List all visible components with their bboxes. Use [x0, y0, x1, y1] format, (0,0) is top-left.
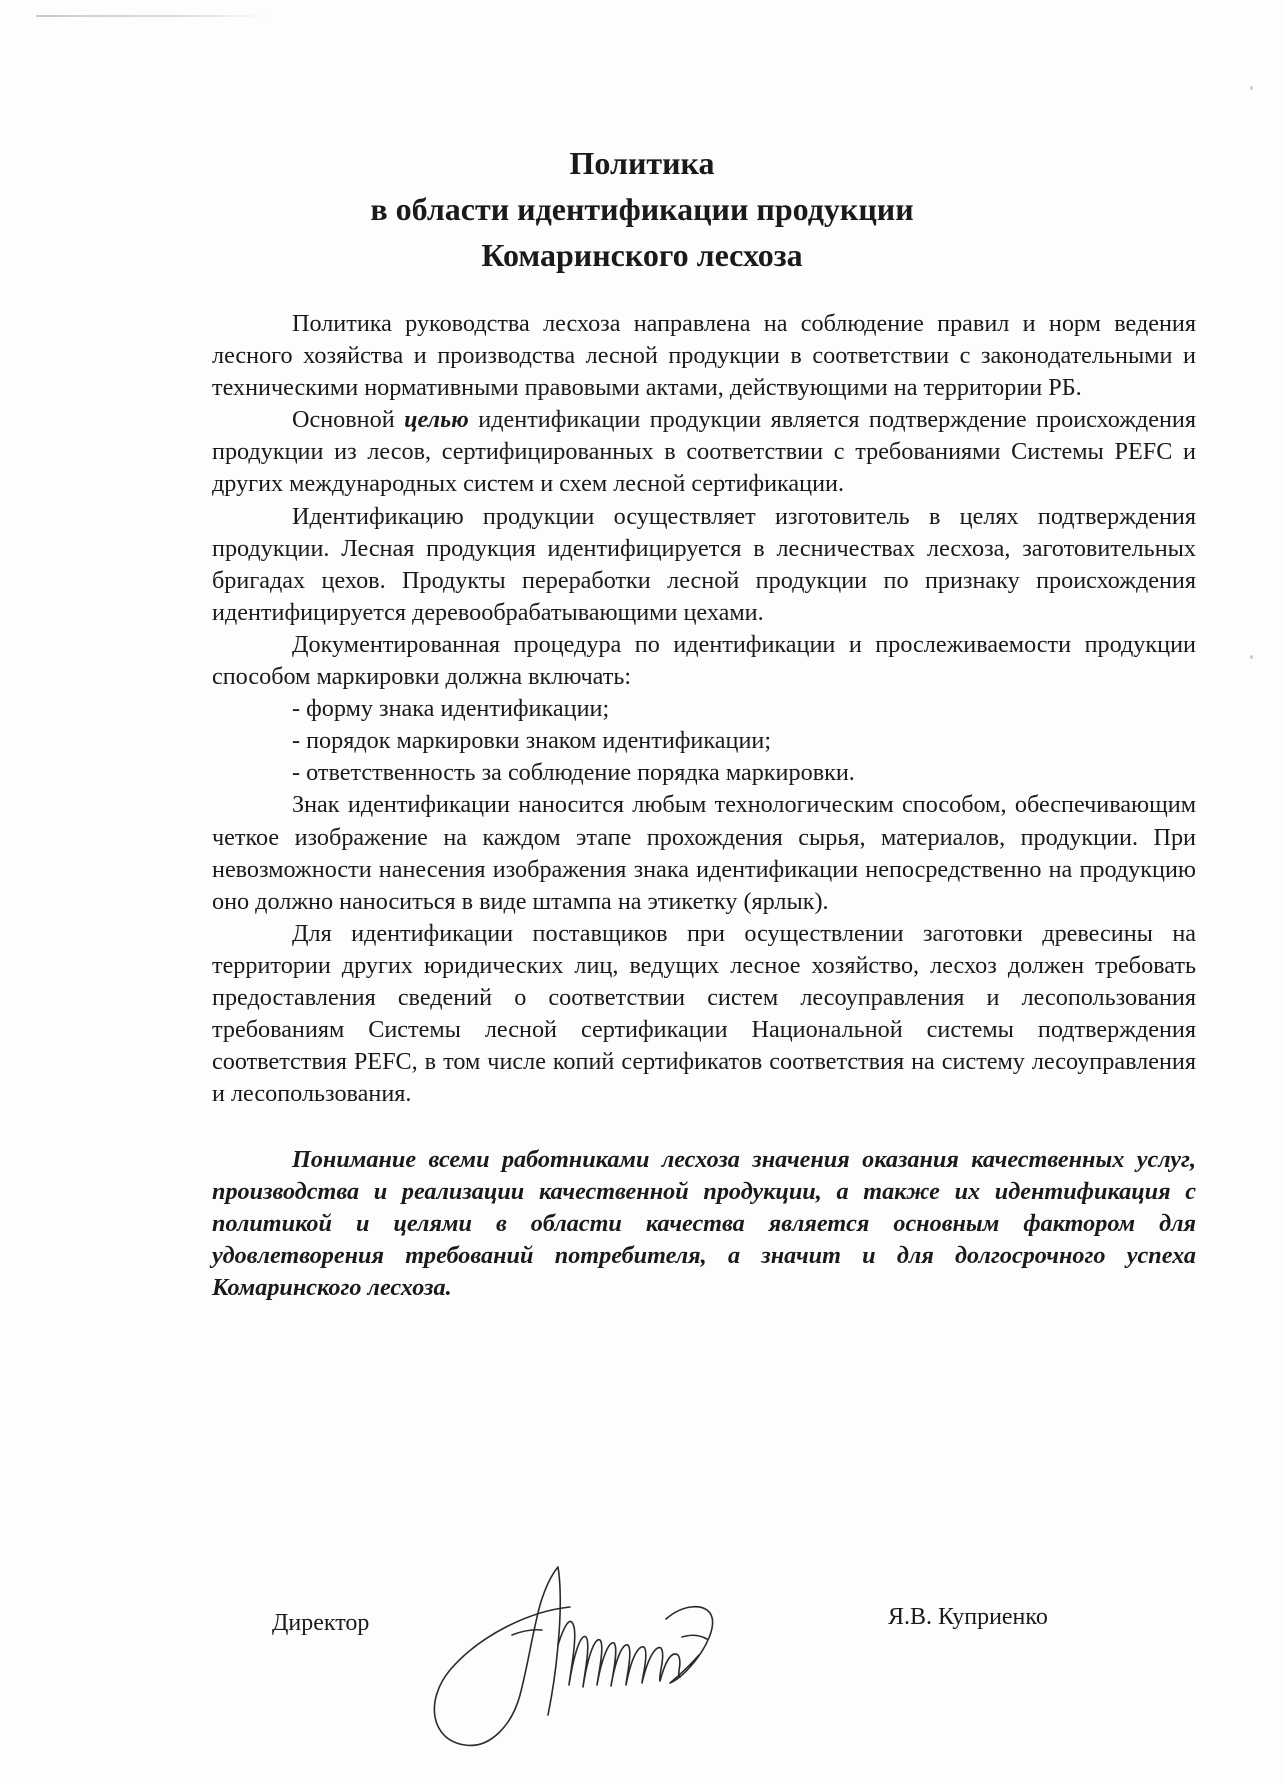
document-title — [0, 140, 1284, 278]
paragraph-2-emphasis: целью — [404, 406, 469, 434]
title-line-3: Комаринского лесхоза — [481, 237, 803, 273]
paragraph-2-start: Основной — [292, 406, 405, 434]
document-body — [212, 308, 1196, 1304]
scan-artifact-line — [36, 15, 266, 17]
paragraph-4: Документированная процедура по идентификации и прослеживаемости продукции способом маркировки должна включать: — [212, 630, 1196, 691]
title-line-2: в области идентификации продукции — [370, 191, 914, 227]
list-item: - форму знака идентификации; — [292, 695, 610, 723]
paragraph-1: Политика руководства лесхоза направлена на соблюдение правил и норм ведения лесного хозяйства и производства лесной продукции в соответствии с законодательными и техническими нормативными правовыми актами, действующими на территории РБ. — [212, 310, 1196, 402]
handwritten-signature — [420, 1545, 780, 1755]
paragraph-2-end: идентификации продукции является подтверждение происхождения продукции из лесов, сертифицированных в соответствии с требованиями Системы PEFC и других международных систем и схем лесной сертификации. — [212, 406, 1196, 498]
list-item: - ответственность за соблюдение порядка маркировки. — [292, 759, 855, 787]
scan-speck — [1250, 655, 1253, 659]
title-line-1: Политика — [569, 145, 715, 181]
list-item: - порядок маркировки знаком идентификации; — [292, 727, 772, 755]
paragraph-6: Для идентификации поставщиков при осуществлении заготовки древесины на территории других юридических лиц, ведущих лесное хозяйство, лесхоз должен требовать предоставления сведений о соответствии систем лесоуправления и лесопользования требованиям Системы лесной сертификации Национальной системы подтверждения соответствия PEFC, в том числе копий сертификатов соответствия на систему лесоуправления и лесопользования. — [212, 919, 1196, 1108]
signatory-position: Директор — [272, 1610, 370, 1636]
paragraph-2 — [212, 404, 1196, 500]
paragraph-3: Идентификацию продукции осуществляет изготовитель в целях подтверждения продукции. Лесная продукция идентифицируется в лесничествах лесхоза, заготовительных бригадах цехов. Продукты переработки лесной продукции по признаку происхождения идентифицируется деревообрабатывающими цехами. — [212, 502, 1196, 626]
scan-speck — [1250, 86, 1253, 90]
conclusion-paragraph: Понимание всеми работниками лесхоза значения оказания качественных услуг, производства и реализации качественной продукции, а также их идентификация с политикой и целями в области качества является основным фактором для удовлетворения требований потребителя, а значит и для долгосрочного успеха Комаринского лесхоза. — [212, 1146, 1196, 1302]
paragraph-5: Знак идентификации наносится любым технологическим способом, обеспечивающим четкое изображение на каждом этапе прохождения сырья, материалов, продукции. При невозможности нанесения изображения знака идентификации непосредственно на продукцию оно должно наноситься в виде штампа на этикетку (ярлык). — [212, 791, 1196, 915]
signatory-name: Я.В. Куприенко — [888, 1604, 1048, 1630]
